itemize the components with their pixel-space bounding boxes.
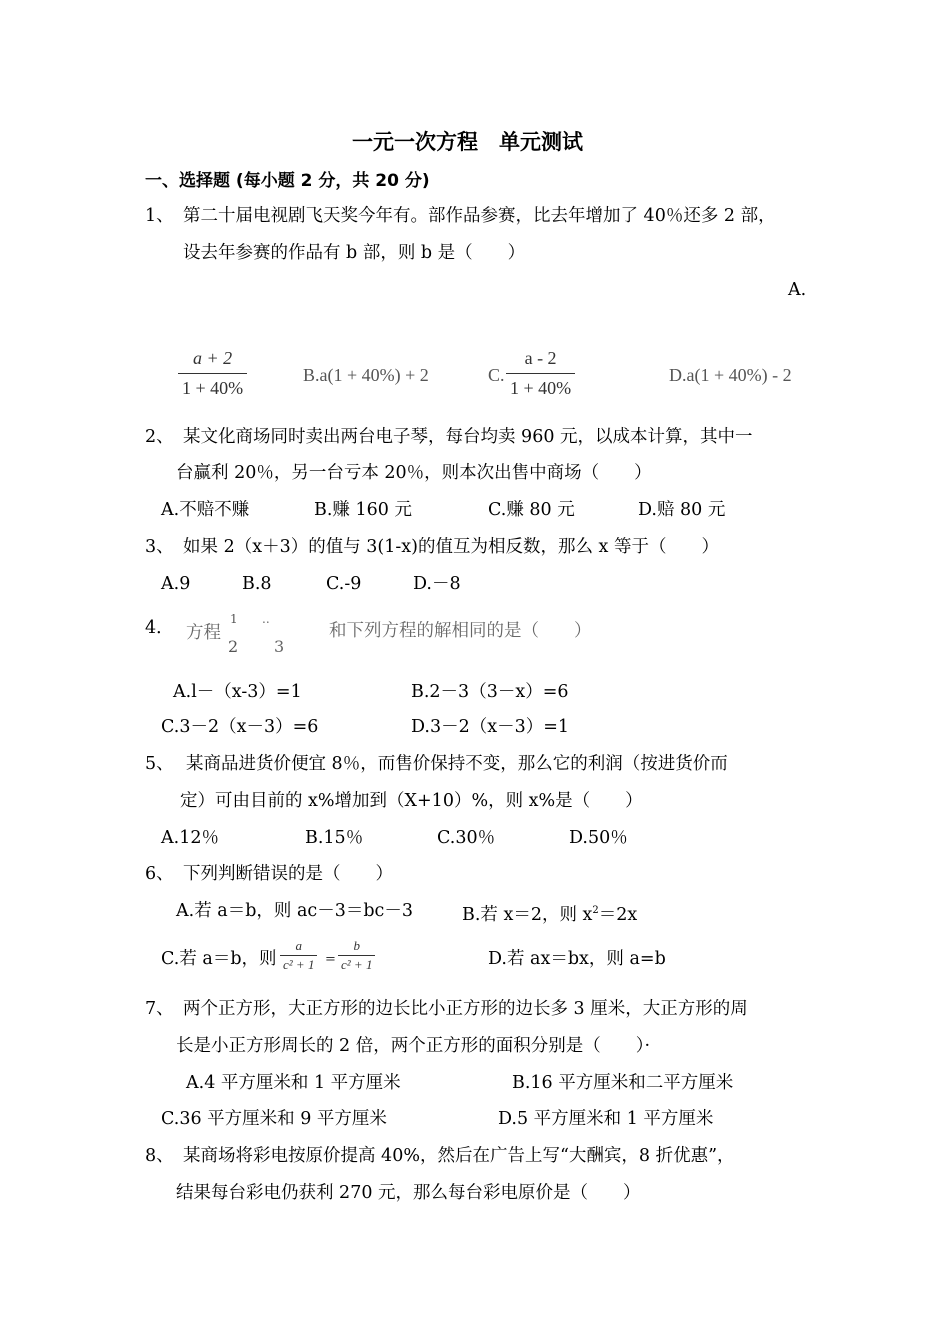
option-b: B.16 平方厘米和二平方厘米 <box>512 1073 734 1093</box>
question-text: 长是小正方形周长的 2 倍，两个正方形的面积分别是（ ）· <box>176 1036 651 1056</box>
equals-sign: = <box>325 952 336 967</box>
numerator: a + 2 <box>193 348 233 368</box>
option-a: A.9 <box>161 574 191 594</box>
option-c-label: C. <box>488 365 505 385</box>
question-text: 两个正方形，大正方形的边长比小正方形的边长多 3 厘米，大正方形的周 <box>183 999 748 1019</box>
question-number: 6、 <box>145 864 174 884</box>
option-a: A.12％ <box>161 828 219 848</box>
question-text: 下列判断错误的是（ ） <box>183 864 393 884</box>
option-c: C.30％ <box>437 828 496 848</box>
question-text: 某文化商场同时卖出两台电子琴，每台均卖 960 元，以成本计算，其中一 <box>183 427 753 447</box>
option-a-label: A. <box>788 280 807 300</box>
question-number: 3、 <box>145 537 174 557</box>
section-heading: 一、选择题 (每小题 2 分，共 20 分) <box>145 171 430 191</box>
fraction-2-numerator: .. <box>262 612 270 626</box>
option-a: A.若 a＝b，则 ac－3＝bc－3 <box>176 901 413 921</box>
denominator: c² + 1 <box>280 955 317 973</box>
fraction-1-denominator: 2 <box>228 637 239 656</box>
option-d: D.a(1 + 40%) - 2 <box>669 365 792 385</box>
question-text: 结果每台彩电仍获利 270 元，那么每台彩电原价是（ ） <box>176 1183 641 1203</box>
denominator: c² + 1 <box>338 955 375 973</box>
question-text: 设去年参赛的作品有 b 部，则 b 是（ ） <box>183 243 526 263</box>
option-a: A.不赔不赚 <box>161 500 250 520</box>
option-c: C.赚 80 元 <box>488 500 575 520</box>
question-text: 某商品进货价便宜 8％，而售价保持不变，那么它的利润（按进货价而 <box>186 754 728 774</box>
option-b: B.赚 160 元 <box>314 500 412 520</box>
question-number: 2、 <box>145 427 174 447</box>
option-c-label: C.若 a＝b，则 <box>161 949 277 969</box>
question-number: 7、 <box>145 999 174 1019</box>
option-b <box>462 900 637 926</box>
question-text: 如果 2（x＋3）的值与 3(1-x)的值互为相反数，那么 x 等于（ ） <box>183 537 719 557</box>
option-c-fraction-left <box>280 938 317 973</box>
option-b-text: ＝2x <box>598 904 638 925</box>
option-d: D.赔 80 元 <box>638 500 726 520</box>
fraction-2-denominator: 3 <box>274 637 285 656</box>
option-c: C.36 平方厘米和 9 平方厘米 <box>161 1109 387 1129</box>
option-b: B.a(1 + 40%) + 2 <box>303 365 429 385</box>
option-a-fraction <box>178 348 247 399</box>
option-c-fraction-right <box>338 938 375 973</box>
question-text: 和下列方程的解相同的是（ ） <box>329 621 592 641</box>
option-c-fraction <box>506 348 575 399</box>
option-b-text: B.若 x＝2，则 x <box>462 904 593 925</box>
question-number: 8、 <box>145 1146 174 1166</box>
option-d: D.5 平方厘米和 1 平方厘米 <box>498 1109 714 1129</box>
question-text: 定）可由目前的 x%增加到（X+10）%，则 x%是（ ） <box>180 791 643 811</box>
question-text: 第二十届电视剧飞天奖今年有。部作品参赛，比去年增加了 40％还多 2 部， <box>183 206 776 226</box>
page-title: 一元一次方程 单元测试 <box>352 130 583 154</box>
option-c: C.3－2（x－3）=6 <box>161 717 319 737</box>
option-d: D.若 ax＝bx，则 a=b <box>488 949 666 969</box>
option-a: A.4 平方厘米和 1 平方厘米 <box>186 1073 401 1093</box>
question-text: 某商场将彩电按原价提高 40%，然后在广告上写“大酬宾，8 折优惠”， <box>183 1146 735 1166</box>
denominator: 1 + 40% <box>506 373 575 399</box>
question-text: 方程 <box>186 623 221 643</box>
option-d: D.50％ <box>569 828 628 848</box>
denominator: 1 + 40% <box>178 373 247 399</box>
option-c: C.-9 <box>326 574 362 594</box>
option-d: D.－8 <box>413 574 461 594</box>
numerator: b <box>353 938 360 953</box>
fraction-1-numerator: 1 <box>230 612 238 626</box>
numerator: a - 2 <box>524 348 557 368</box>
option-b: B.8 <box>242 574 272 594</box>
option-b: B.15％ <box>305 828 364 848</box>
option-b: B.2－3（3－x）=6 <box>411 682 569 702</box>
question-number: 5、 <box>145 754 174 774</box>
question-text: 台赢利 20％，另一台亏本 20％，则本次出售中商场（ ） <box>176 463 652 483</box>
numerator: a <box>295 938 302 953</box>
exponent: 2 <box>592 905 599 916</box>
option-d: D.3－2（x－3）=1 <box>411 717 570 737</box>
option-a: A.l－（x-3）=1 <box>173 682 302 702</box>
question-number: 1、 <box>145 206 174 226</box>
question-number: 4． <box>145 618 174 638</box>
